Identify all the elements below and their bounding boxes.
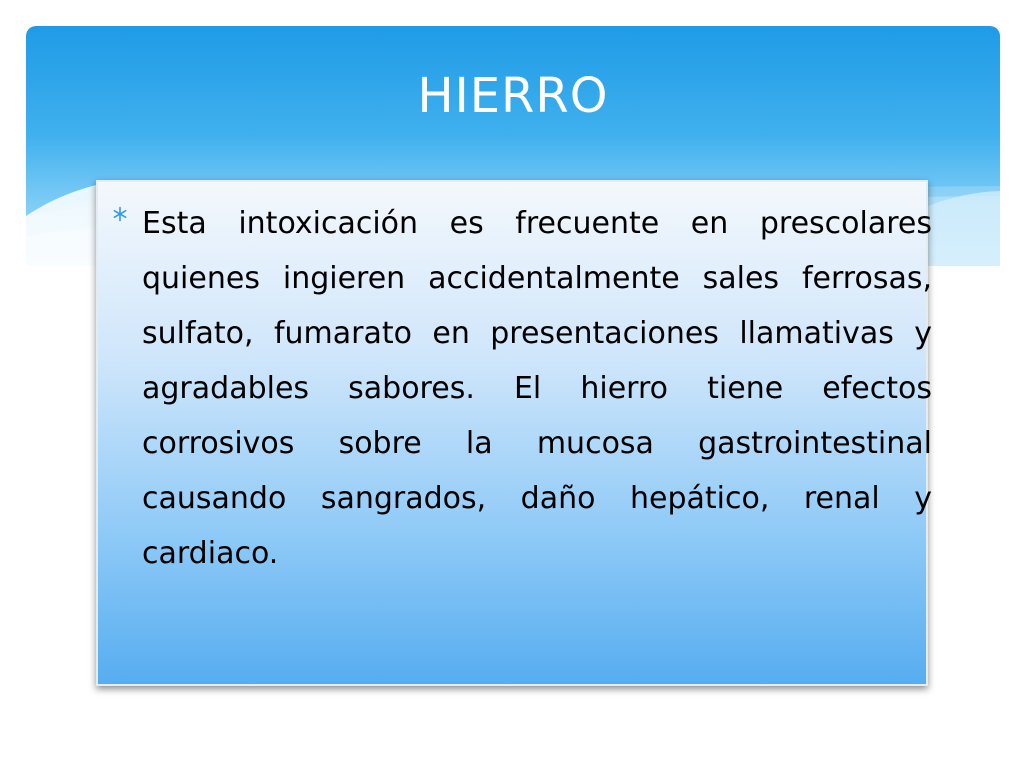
slide-title: HIERRO [417,68,609,124]
content-box [96,180,932,686]
asterisk-bullet-icon [112,206,128,222]
bullet-text: Esta intoxicación es frecuente en prescolares quienes ingieren accidentalmente sales ferrosas, sulfato, fumarato en presentaciones llamativas y agradables sabores. El hierro tiene efectos corrosivos sobre la mucosa gastrointestinal causando sangrados, daño hepático, renal y cardiaco. [142,206,932,571]
